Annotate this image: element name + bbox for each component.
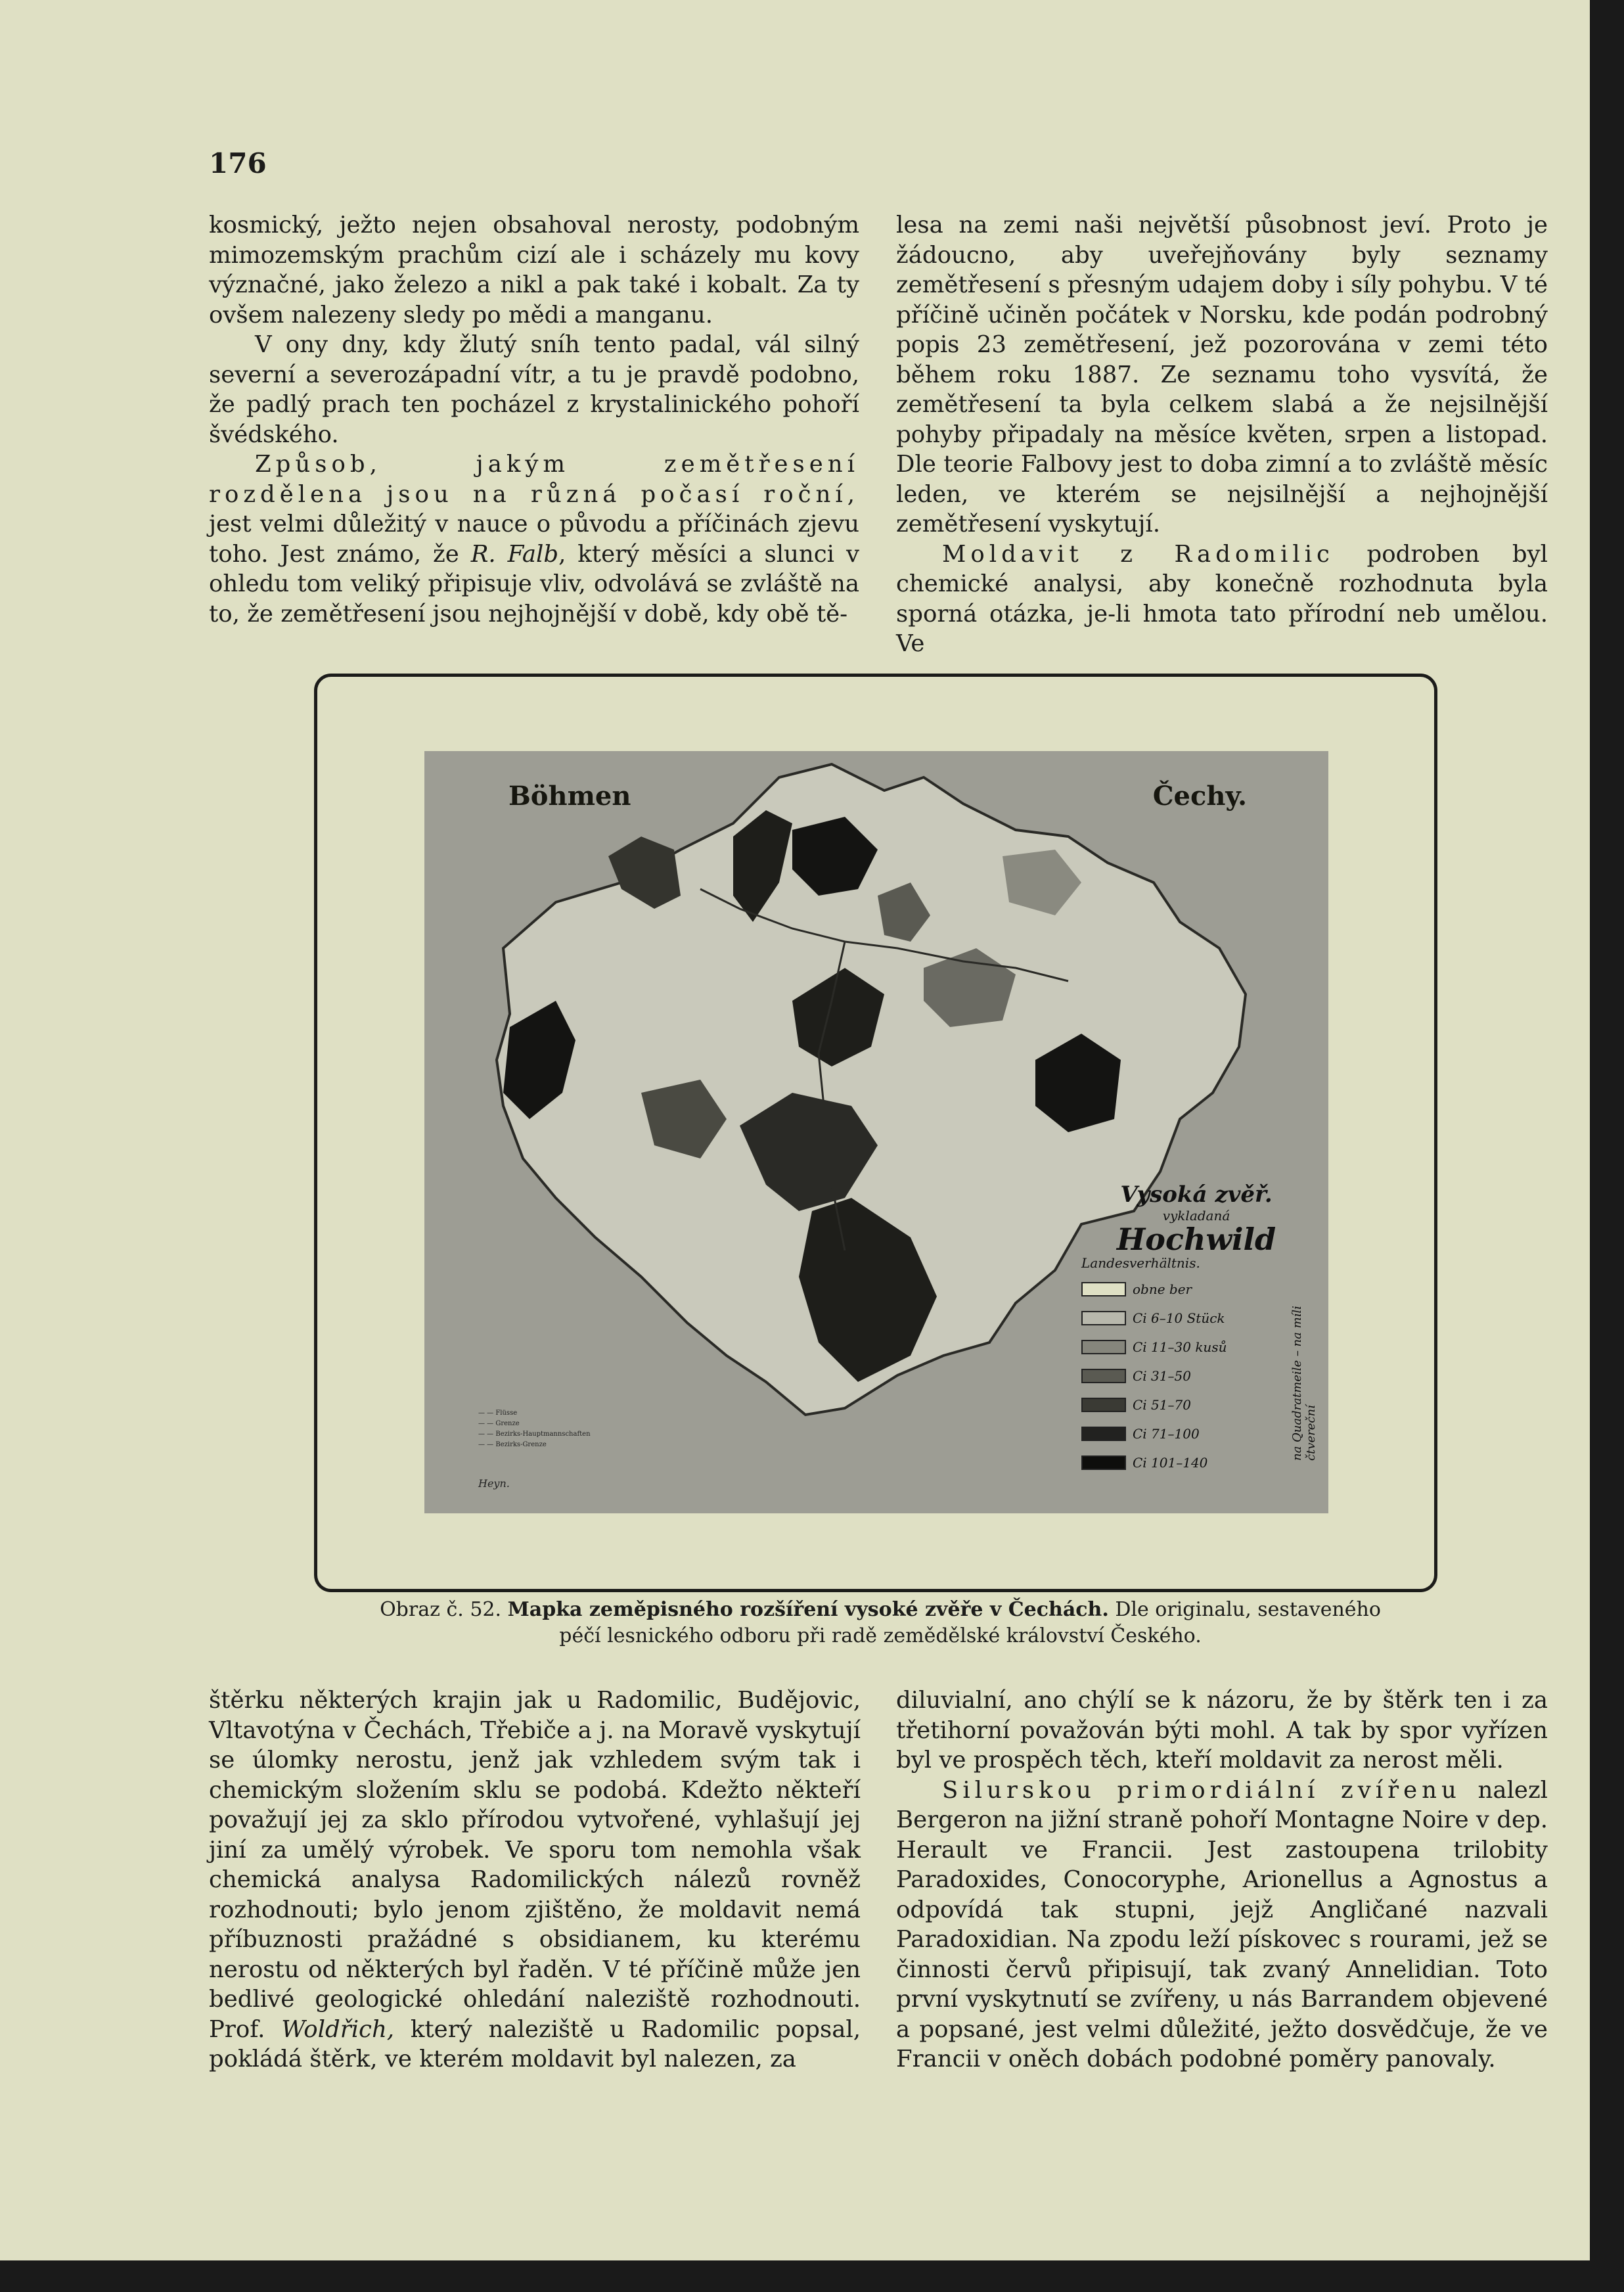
legend-side-text: na Quadratmeile – na míli čtvereční	[1290, 1306, 1318, 1461]
legend-title: Vysoká zvěř.	[1120, 1181, 1273, 1208]
legend-subtitle: vykladaná	[1162, 1208, 1230, 1224]
paragraph-text: jest velmi důležitý v nauce o původu a příčinách zjevu toho. Jest známo, že	[209, 511, 859, 568]
legend-label: Ci 101–140	[1133, 1455, 1208, 1471]
map-signature: Heyn.	[478, 1477, 510, 1490]
legend-title-de: Hochwild	[1116, 1222, 1276, 1257]
legend-label: Ci 11–30 kusů	[1133, 1339, 1227, 1355]
paragraph: diluvialní, ano chýlí se k názoru, že by štěrk ten i za třetihorní považován býti mohl. A tak by spor vyřízen byl ve prospěch těch, kteří moldavit za nerost měli.	[896, 1687, 1548, 1774]
paragraph-text: štěrku některých krajin jak u Radomilic, Budějovic, Vltavotýna v Čechách, Třebiče a j. na Moravě vyskytují se úlomky nerostu, jenž jak vzhledem svým tak i chemickým složením sklu se podobá. Kdežto někteří považují jej za sklo přírodou vytvořené, vyhlašují jej jiní za umělý výrobek. Ve sporu tom nemohla však chemická analysa Radomilických nálezů rovněž rozhodnouti; bylo jenom zjištěno, že moldavit nemá příbuznosti pražádné s obsidianem, ku kterému nerostu od některých byl řaděn. V té příčině může jen bedlivé geologické ohledání naleziště rozhodnouti. Prof.	[209, 1687, 861, 2043]
legend-subtitle-de: Landesverhältnis.	[1081, 1255, 1200, 1271]
legend-label: Ci 6–10 Stück	[1133, 1310, 1225, 1326]
paragraph-text: podroben byl chemické analysi, aby konečně rozhodnuta byla sporná otázka, je-li hmota tato přírodní neb umělou. Ve	[896, 540, 1548, 657]
paragraph	[896, 539, 1548, 659]
column-bottom-right	[896, 1685, 1548, 2074]
legend-swatch	[1081, 1282, 1126, 1296]
paragraph-text: který naleziště u Radomilic popsal, pokládá štěrk, ve kterém moldavit byl nalezen, za	[209, 2015, 861, 2073]
spaced-heading: Moldavit z Radomilic	[942, 540, 1334, 568]
legend-swatch	[1081, 1340, 1126, 1354]
paragraph	[896, 1776, 1548, 2074]
small-legend-item: — — Grenze	[478, 1419, 591, 1429]
map-legend	[1075, 1181, 1318, 1477]
author-name: R. Falb	[470, 540, 559, 568]
legend-swatch	[1081, 1427, 1126, 1441]
paragraph	[209, 449, 859, 629]
legend-row	[1075, 1275, 1318, 1304]
legend-label: obne ber	[1133, 1281, 1192, 1297]
column-top-right	[896, 210, 1548, 659]
paragraph-text: nalezl Bergeron na jižní straně pohoří Montagne Noire v dep. Herault ve Francii. Jest zastoupena trilobity Paradoxides, Conocoryphe, Arionellus a Agnostus a odpovídá tak stupni, jejž Angličané nazvali Paradoxidian. Na zpodu leží pískovec s rourami, jež se činnosti červů připisují, tak zvaný Annelidian. Toto první vyskytnutí se zvířeny, u nás Barrandem objevené a popsané, jest velmi důležité, ježto dosvědčuje, že ve Francii v oněch dobách podobné poměry panovaly.	[896, 1776, 1548, 2073]
legend-label: Ci 71–100	[1133, 1426, 1200, 1442]
legend-row	[1075, 1362, 1318, 1390]
small-legend	[478, 1408, 591, 1450]
map-figure	[424, 751, 1328, 1513]
figure-caption	[302, 1597, 1458, 1649]
map-label-bohmen: Böhmen	[508, 781, 631, 812]
legend-row	[1075, 1419, 1318, 1448]
paragraph	[209, 1685, 861, 2074]
author-name: Woldřich,	[281, 2015, 395, 2043]
paragraph-text: , který měsíci a slunci v ohledu tom veliký připisuje vliv, odvolává se zvláště na to, že zemětřesení jsou nejhojnější v době, kdy obě tě-	[209, 540, 859, 628]
paragraph: kosmický, ježto nejen obsahoval nerosty, podobným mimozemským prachům cizí ale i scházely mu kovy význačné, jako železo a nikl a pak také i kobalt. Za ty ovšem nalezeny sledy po mědi a manganu.	[209, 212, 859, 329]
column-bottom-left	[209, 1685, 861, 2074]
legend-row	[1075, 1304, 1318, 1333]
small-legend-item: — — Bezirks-Hauptmannschaften	[478, 1429, 591, 1440]
legend-row	[1075, 1448, 1318, 1477]
caption-title: Mapka zeměpisného rozšíření vysoké zvěře v Čechách.	[507, 1598, 1109, 1621]
small-legend-item: — — Bezirks-Grenze	[478, 1440, 591, 1450]
paragraph: V ony dny, kdy žlutý sníh tento padal, vál silný severní a severozápadní vítr, a tu je pravdě podobno, že padlý prach ten pocházel z krystalinického pohoří švédského.	[209, 331, 859, 448]
column-top-left	[209, 210, 859, 629]
legend-label: Ci 51–70	[1133, 1397, 1191, 1413]
legend-swatch	[1081, 1369, 1126, 1383]
legend-swatch	[1081, 1455, 1126, 1470]
legend-row	[1075, 1390, 1318, 1419]
legend-row	[1075, 1333, 1318, 1362]
caption-rest: Dle originalu, sestaveného	[1115, 1598, 1381, 1621]
caption-line-2: péčí lesnického odboru při radě zemědělské království Českého.	[559, 1624, 1202, 1647]
legend-swatch	[1081, 1311, 1126, 1325]
map-label-cechy: Čechy.	[1152, 781, 1247, 812]
caption-prefix: Obraz č. 52.	[380, 1598, 502, 1621]
legend-rows	[1075, 1275, 1318, 1477]
paragraph: lesa na zemi naši největší působnost jeví. Proto je žádoucno, aby uveřejňovány byly seznamy zemětřesení s přesným udajem doby i síly pohybu. V té příčině učiněn počátek v Norsku, kde podán podrobný popis 23 zemětřesení, jež pozorována v zemi této během roku 1887. Ze seznamu toho vysvítá, že zemětřesení ta byla celkem slabá a že nejsilnější pohyby připadaly na měsíce květen, srpen a listopad. Dle teorie Falbovy jest to doba zimní a to zvláště měsíc leden, ve kterém se nejsilnější a nejhojnější zemětřesení vyskytují.	[896, 212, 1548, 538]
spaced-heading: Silurskou primordiální zvířenu	[942, 1776, 1461, 1804]
small-legend-item: — — Flüsse	[478, 1408, 591, 1419]
legend-label: Ci 31–50	[1133, 1368, 1191, 1384]
page-number: 176	[209, 147, 267, 179]
legend-swatch	[1081, 1398, 1126, 1412]
spaced-heading: Způsob, jakým zemětřesení rozdělena jsou na různá počasí roční,	[209, 451, 859, 508]
